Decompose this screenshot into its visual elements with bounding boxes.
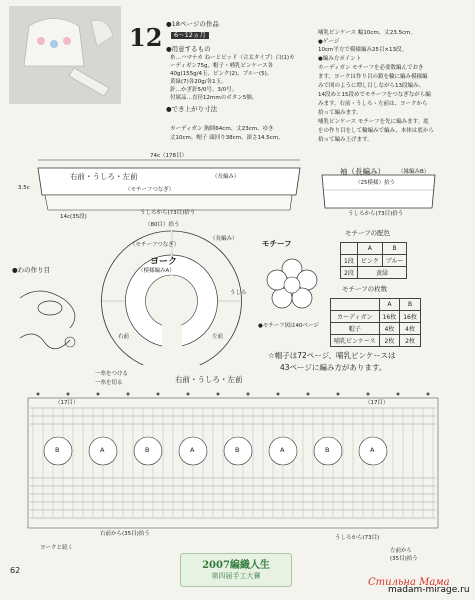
note-line-2: 43ページに編み方があります。 (280, 363, 387, 372)
table-cell: A (379, 299, 400, 311)
table-row (341, 243, 407, 255)
motif-letter: B (325, 446, 330, 454)
chart-bottom-r3: (35目)拾う (390, 556, 418, 562)
color-table (340, 242, 407, 279)
chart-title: 右前・うしろ・左前 (175, 375, 243, 384)
motif-letter: A (370, 446, 375, 454)
right-line: 14段めと15段めでモチーフをつなぎながら編 (318, 92, 431, 98)
count-table-title: モチーフの枚数 (342, 285, 388, 293)
table-cell: 2枚 (400, 335, 421, 347)
materials-line: 黄緑(7)各20g/各1玉。 (170, 79, 227, 85)
table-cell: 4枚 (379, 323, 400, 335)
table-cell: カーディガン (331, 311, 380, 323)
body-left: 14c(35段) (60, 214, 87, 220)
table-row (331, 323, 421, 335)
right-line: ます。ヨークは作り目の鎖を輪に編み模様編 (318, 74, 428, 80)
materials-title: ●用意するもの (166, 45, 211, 53)
right-line: 拾って編みます。 (318, 110, 362, 116)
finished-title: ●でき上がり寸法 (166, 105, 218, 113)
table-row (331, 335, 421, 347)
table-cell: ピンク (357, 255, 382, 267)
chart-legend-1: 一糸をつける (95, 371, 129, 377)
chart-legend-2: 一糸を切る (95, 380, 123, 386)
yoke-front-right: 右前 (118, 334, 130, 340)
table-row (331, 299, 421, 311)
body-bottom-2: （80目）拾う (145, 222, 180, 228)
motif-letter: B (235, 446, 240, 454)
sleeve-count: （25模様）拾う (355, 180, 395, 186)
table-cell: A (357, 243, 382, 255)
materials-line: 付属品…直径12mmのボタン5個。 (170, 95, 258, 101)
right-line: カーディガン モチーフを必要数編んでおき (318, 65, 424, 71)
yoke-front-left: 左前 (212, 334, 224, 340)
ring-diagram (10, 278, 100, 358)
materials-line: 糸…ハマナカ ねーとピッド（合太タイプ）白(1)カ (170, 55, 295, 61)
sleeve-bottom: うしろから(73目)拾う (348, 211, 404, 217)
body-side: 3.5c (18, 185, 30, 191)
body-motif: （モチーフつなぎ） (125, 187, 175, 193)
right-line: ●編み方ポイント (318, 56, 362, 62)
materials-line: ーディガン75g、帽子・哺乳ピンケース各 (170, 63, 274, 69)
product-photo (9, 6, 121, 104)
table-cell (331, 299, 380, 311)
page-number: 62 (10, 566, 21, 575)
table-row (341, 255, 407, 267)
yoke-motif: （モチーフつなぎ） (130, 242, 180, 248)
motif-title: モチーフ (262, 239, 292, 248)
table-cell: 2枚 (379, 335, 400, 347)
motif-letter: A (280, 446, 285, 454)
table-cell (341, 243, 358, 255)
table-cell: 4枚 (400, 323, 421, 335)
right-line: みで図のように増し目しながら13段編み、 (318, 83, 425, 89)
count-table (330, 298, 421, 347)
table-row (331, 311, 421, 323)
motif-letter: A (100, 446, 105, 454)
site-url: madam-mirage.ru (388, 585, 470, 595)
yoke-back: うしろ (230, 290, 247, 296)
yoke-stitch: （長編み） (210, 236, 238, 242)
table-cell: ブルー (382, 255, 407, 267)
table-cell: B (400, 299, 421, 311)
finished-line: 丈10cm。帽子 頭回り38cm、深さ14.5cm。 (170, 135, 284, 141)
watermark (180, 553, 292, 587)
table-cell: 1段 (341, 255, 358, 267)
table-cell: 16枚 (400, 311, 421, 323)
chart-bottom-mid: 右前から(35目)拾う (100, 531, 150, 537)
table-cell: 黄緑 (357, 267, 407, 279)
crochet-chart (8, 388, 468, 548)
age-range: 6～12ヵ月 (171, 32, 209, 39)
motif-letter: A (190, 446, 195, 454)
right-line: ●ゲージ (318, 39, 340, 45)
sleeve-border: （縁編みB） (398, 169, 430, 175)
watermark-top: 2007編織人生 (202, 560, 270, 571)
chart-left-count: （17目） (55, 400, 79, 406)
chart-right-count: （17目） (365, 400, 389, 406)
right-line: をの作り目をして輪編みで編み、本体は底から (318, 128, 434, 134)
ring-title: ●わの作り目 (12, 266, 51, 274)
ref-page: ●18ページの作品 (166, 20, 219, 28)
sleeve-label: 袖（長編み） (340, 167, 385, 176)
table-cell: B (382, 243, 407, 255)
right-line: 哺乳ピンケース モチーフを先に編みます。底 (318, 119, 429, 125)
right-line: みます。右前・うしろ・左前は、ヨークから (318, 101, 428, 107)
chart-bottom-r2: 左前から (390, 548, 413, 554)
chart-bottom-r1: うしろから(73目) (335, 535, 380, 541)
yoke-sub: （模様編みA） (138, 268, 175, 274)
body-stitch: （長編み） (212, 174, 240, 180)
body-bottom: うしろから(73目)拾う (140, 210, 196, 216)
motif-flower (262, 255, 322, 315)
chart-bottom-left: ヨークと続く (40, 545, 74, 551)
motif-note: ●モチーフ図は40ページ (258, 323, 319, 329)
right-line: 拾って編み上げます。 (318, 137, 373, 143)
body-top-width: 74c（178目） (150, 153, 188, 159)
table-cell: 16枚 (379, 311, 400, 323)
brand-logo: Стильна Мама (368, 577, 450, 588)
right-line: 哺乳ピンケース 幅10cm、丈23.5cm。 (318, 30, 416, 36)
yoke-label: ヨーク (150, 257, 178, 267)
table-row (341, 267, 407, 279)
table-cell: 哺乳ビンケース (331, 335, 380, 347)
motif-letter: B (55, 446, 60, 454)
body-label: 右前・うしろ・左前 (70, 172, 138, 181)
color-table-title: モチーフの配色 (345, 229, 391, 237)
motif-letter: B (145, 446, 150, 454)
pattern-number: 12 (129, 23, 163, 52)
materials-line: 針…かぎ針5/0号、3/0号。 (170, 87, 238, 93)
finished-line: カーディガン 胸囲64cm、丈23cm、ゆき (170, 126, 274, 132)
right-line: 10cm平方で模様編み25目×13段。 (318, 47, 407, 53)
materials-line: 40g(155g/4玉、ピンク(2)、ブルー(5)、 (170, 71, 273, 77)
note-line-1: ☆帽子は72ページ、哺乳ビンケースは (268, 351, 396, 360)
table-cell: 帽子 (331, 323, 380, 335)
table-cell: 2段 (341, 267, 358, 279)
watermark-bottom: 第四届手工大賽 (211, 572, 261, 580)
